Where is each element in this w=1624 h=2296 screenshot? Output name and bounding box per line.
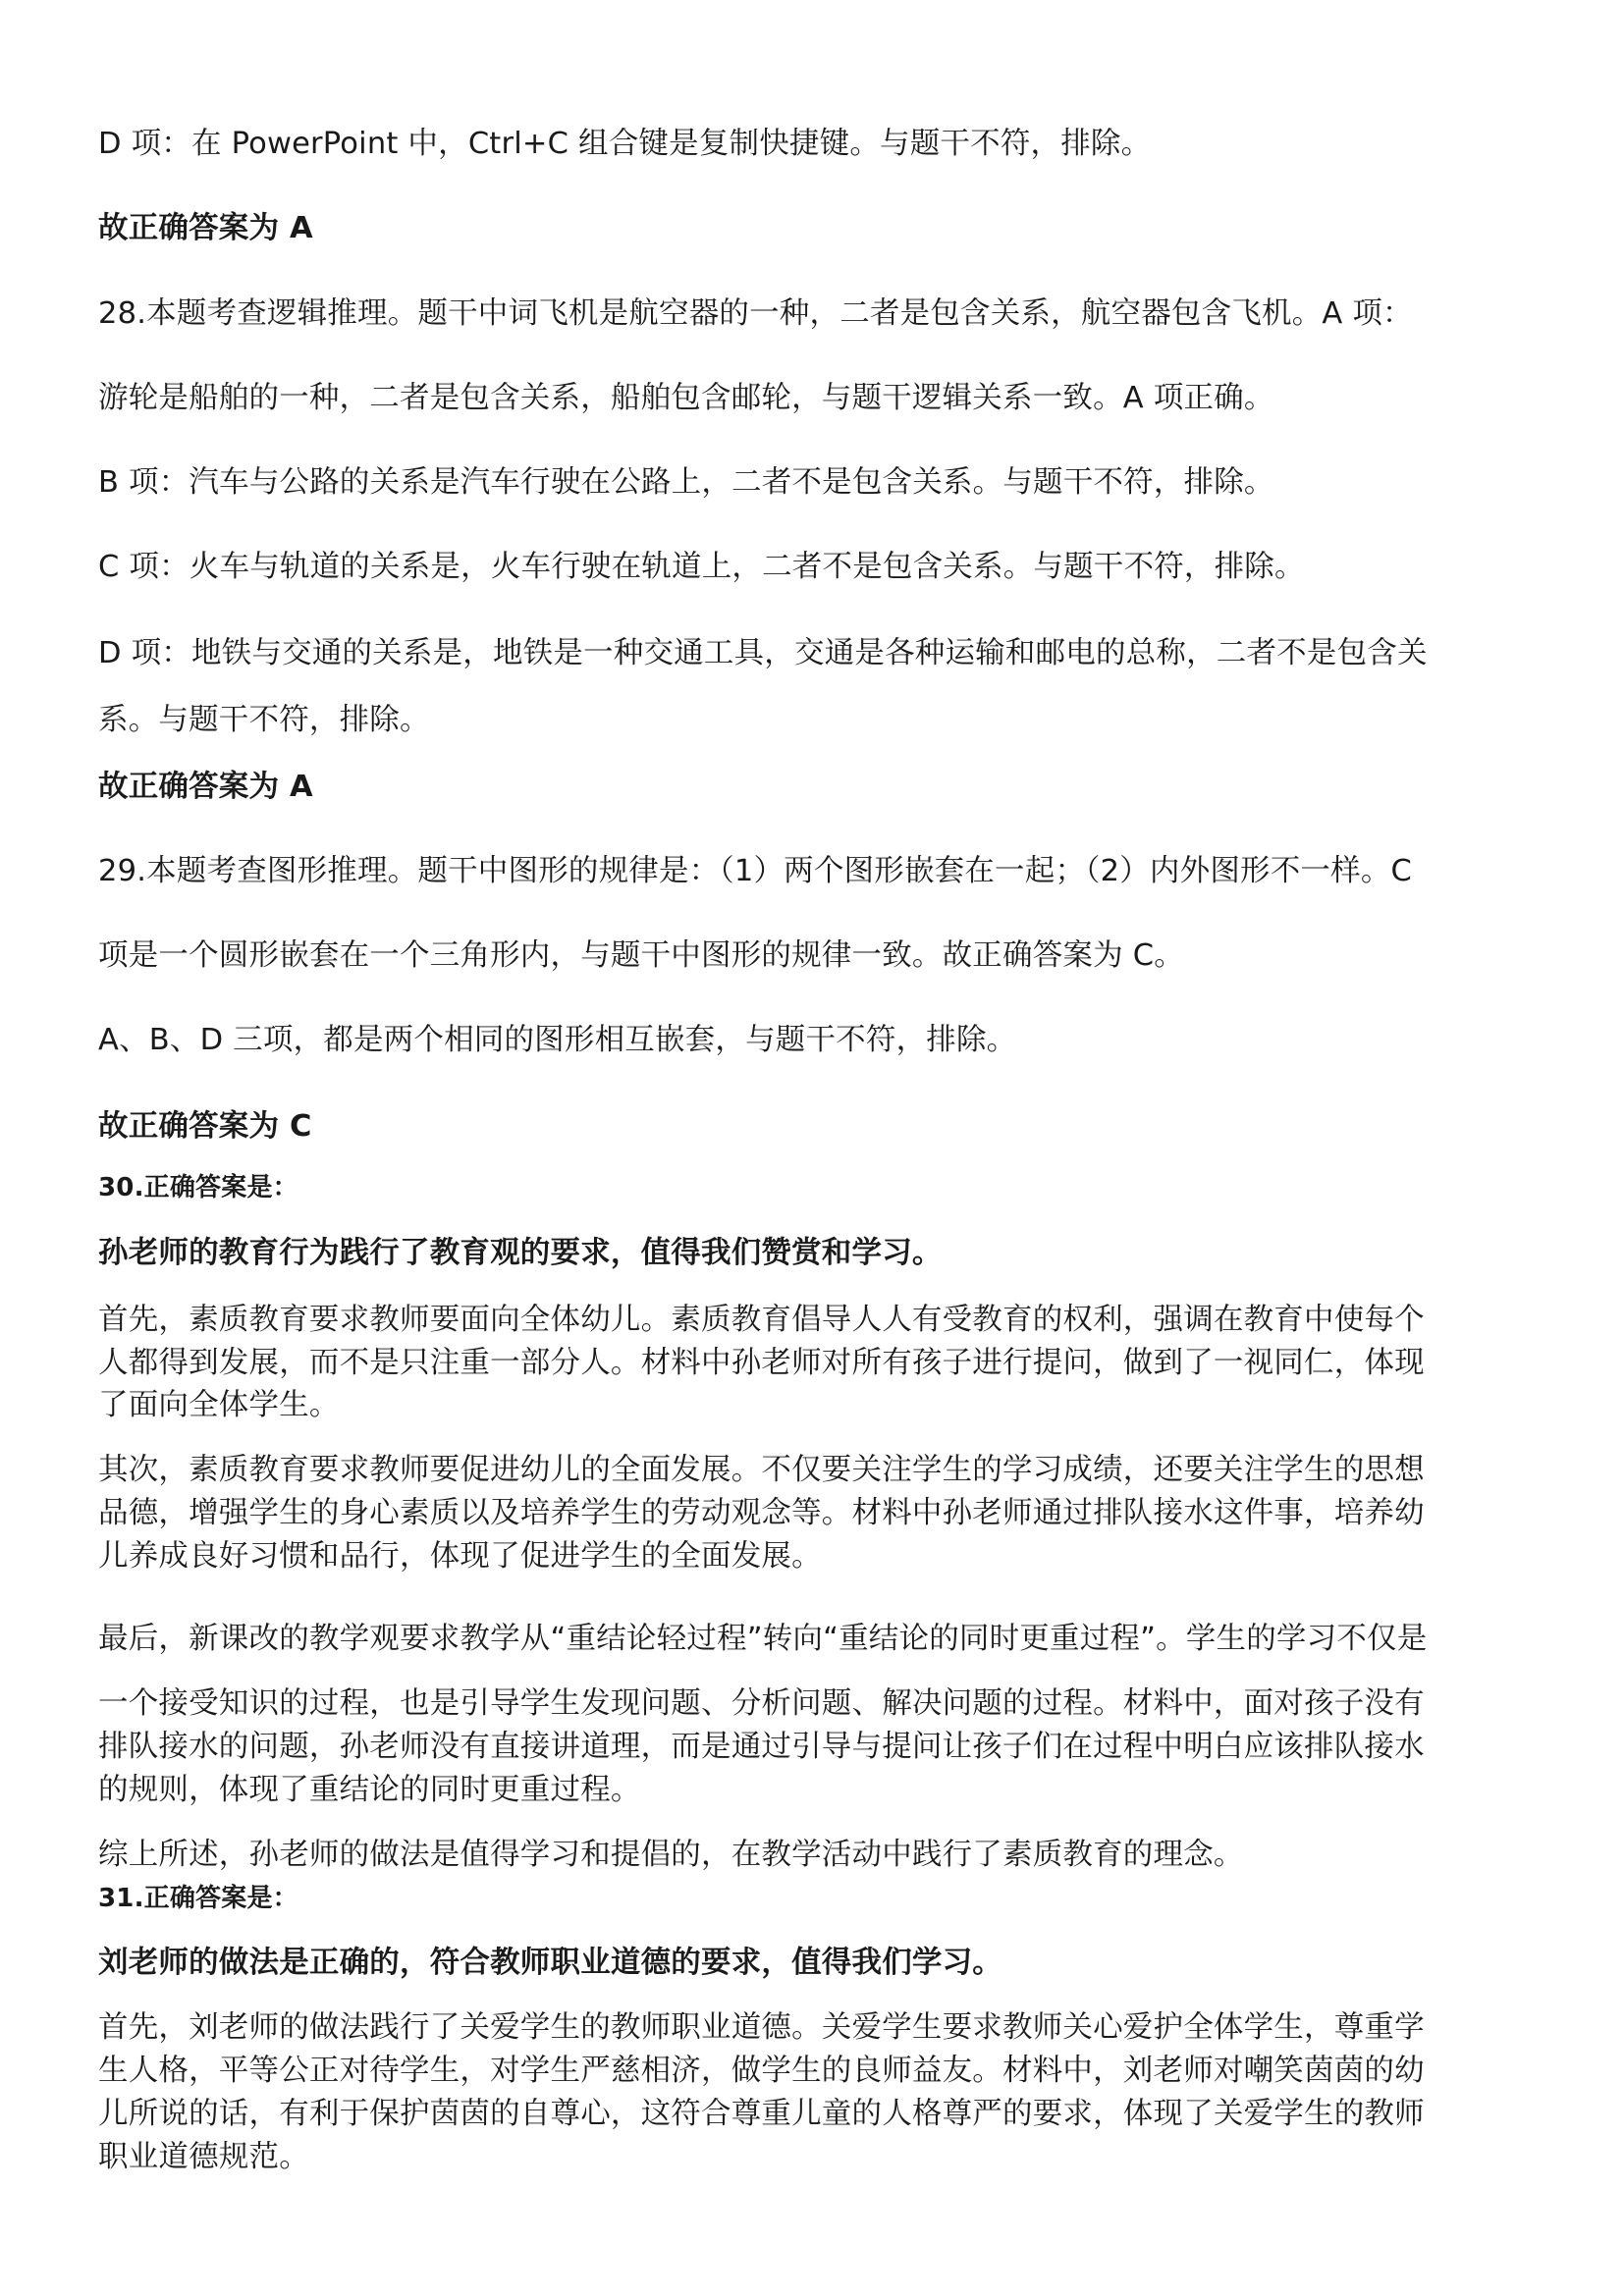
answer-line: 故正确答案为 A [98, 211, 313, 245]
option-b-text: B 项：汽车与公路的关系是汽车行驶在公路上，二者不是包含关系。与题干不符，排除。 [98, 465, 1274, 500]
option-d-text: D 项：在 PowerPoint 中，Ctrl+C 组合键是复制快捷键。与题干不符，排除。 [98, 127, 1152, 161]
paragraph-line: 一个接受知识的过程，也是引导学生发现问题、分析问题、解决问题的过程。材料中，面对孩子没有 [98, 1686, 1425, 1721]
option-d-text: 系。与题干不符，排除。 [98, 703, 430, 737]
question-29-text: 29.本题考查图形推理。题干中图形的规律是：（1）两个图形嵌套在一起；（2）内外图形不一样。C [98, 854, 1413, 888]
paragraph-line: 综上所述，孙老师的做法是值得学习和提倡的，在教学活动中践行了素质教育的理念。 [98, 1838, 1244, 1872]
question-30-thesis: 孙老师的教育行为践行了教育观的要求，值得我们赞赏和学习。 [98, 1236, 943, 1270]
paragraph-line: 其次，素质教育要求教师要促进幼儿的全面发展。不仅要关注学生的学习成绩，还要关注学生的思想 [98, 1453, 1425, 1487]
question-29-text: A、B、D 三项，都是两个相同的图形相互嵌套，与题干不符，排除。 [98, 1023, 1017, 1057]
paragraph-line: 品德，增强学生的身心素质以及培养学生的劳动观念等。材料中孙老师通过排队接水这件事，培养幼 [98, 1496, 1425, 1530]
question-28-text: 28.本题考查逻辑推理。题干中词飞机是航空器的一种，二者是包含关系，航空器包含飞机。A 项： [98, 296, 1413, 331]
paragraph-line: 首先，刘老师的做法践行了关爱学生的教师职业道德。关爱学生要求教师关心爱护全体学生，尊重学 [98, 2010, 1425, 2045]
question-28-text: 游轮是船舶的一种，二者是包含关系，船舶包含邮轮，与题干逻辑关系一致。A 项正确。 [98, 381, 1274, 415]
option-d-text: D 项：地铁与交通的关系是，地铁是一种交通工具，交通是各种运输和邮电的总称，二者不是包含关 [98, 636, 1428, 670]
paragraph-line: 职业道德规范。 [98, 2140, 309, 2174]
question-30-heading: 30.正确答案是： [98, 1173, 298, 1202]
paragraph-line: 的规则，体现了重结论的同时更重过程。 [98, 1773, 641, 1807]
question-29-text: 项是一个圆形嵌套在一个三角形内，与题干中图形的规律一致。故正确答案为 C。 [98, 938, 1184, 973]
paragraph-line: 最后，新课改的教学观要求教学从“重结论轻过程”转向“重结论的同时更重过程”。学生的学习不仅是 [98, 1622, 1428, 1656]
option-c-text: C 项：火车与轨道的关系是，火车行驶在轨道上，二者不是包含关系。与题干不符，排除。 [98, 550, 1305, 584]
paragraph-line: 了面向全体学生。 [98, 1388, 340, 1422]
question-31-heading: 31.正确答案是： [98, 1884, 298, 1913]
paragraph-line: 排队接水的问题，孙老师没有直接讲道理，而是通过引导与提问让孩子们在过程中明白应该排队接水 [98, 1730, 1425, 1764]
paragraph-line: 儿所说的话，有利于保护茵茵的自尊心，这符合尊重儿童的人格尊严的要求，体现了关爱学生的教师 [98, 2097, 1425, 2131]
answer-line: 故正确答案为 A [98, 770, 313, 804]
paragraph-line: 首先，素质教育要求教师要面向全体幼儿。素质教育倡导人人有受教育的权利，强调在教育中使每个 [98, 1303, 1425, 1337]
answer-line: 故正确答案为 C [98, 1109, 312, 1144]
paragraph-line: 人都得到发展，而不是只注重一部分人。材料中孙老师对所有孩子进行提问，做到了一视同仁，体现 [98, 1346, 1425, 1380]
paragraph-line: 儿养成良好习惯和品行，体现了促进学生的全面发展。 [98, 1539, 822, 1574]
paragraph-line: 生人格，平等公正对待学生，对学生严慈相济，做学生的良师益友。材料中，刘老师对嘲笑茵茵的幼 [98, 2054, 1425, 2088]
question-31-thesis: 刘老师的做法是正确的，符合教师职业道德的要求，值得我们学习。 [98, 1946, 1002, 1980]
